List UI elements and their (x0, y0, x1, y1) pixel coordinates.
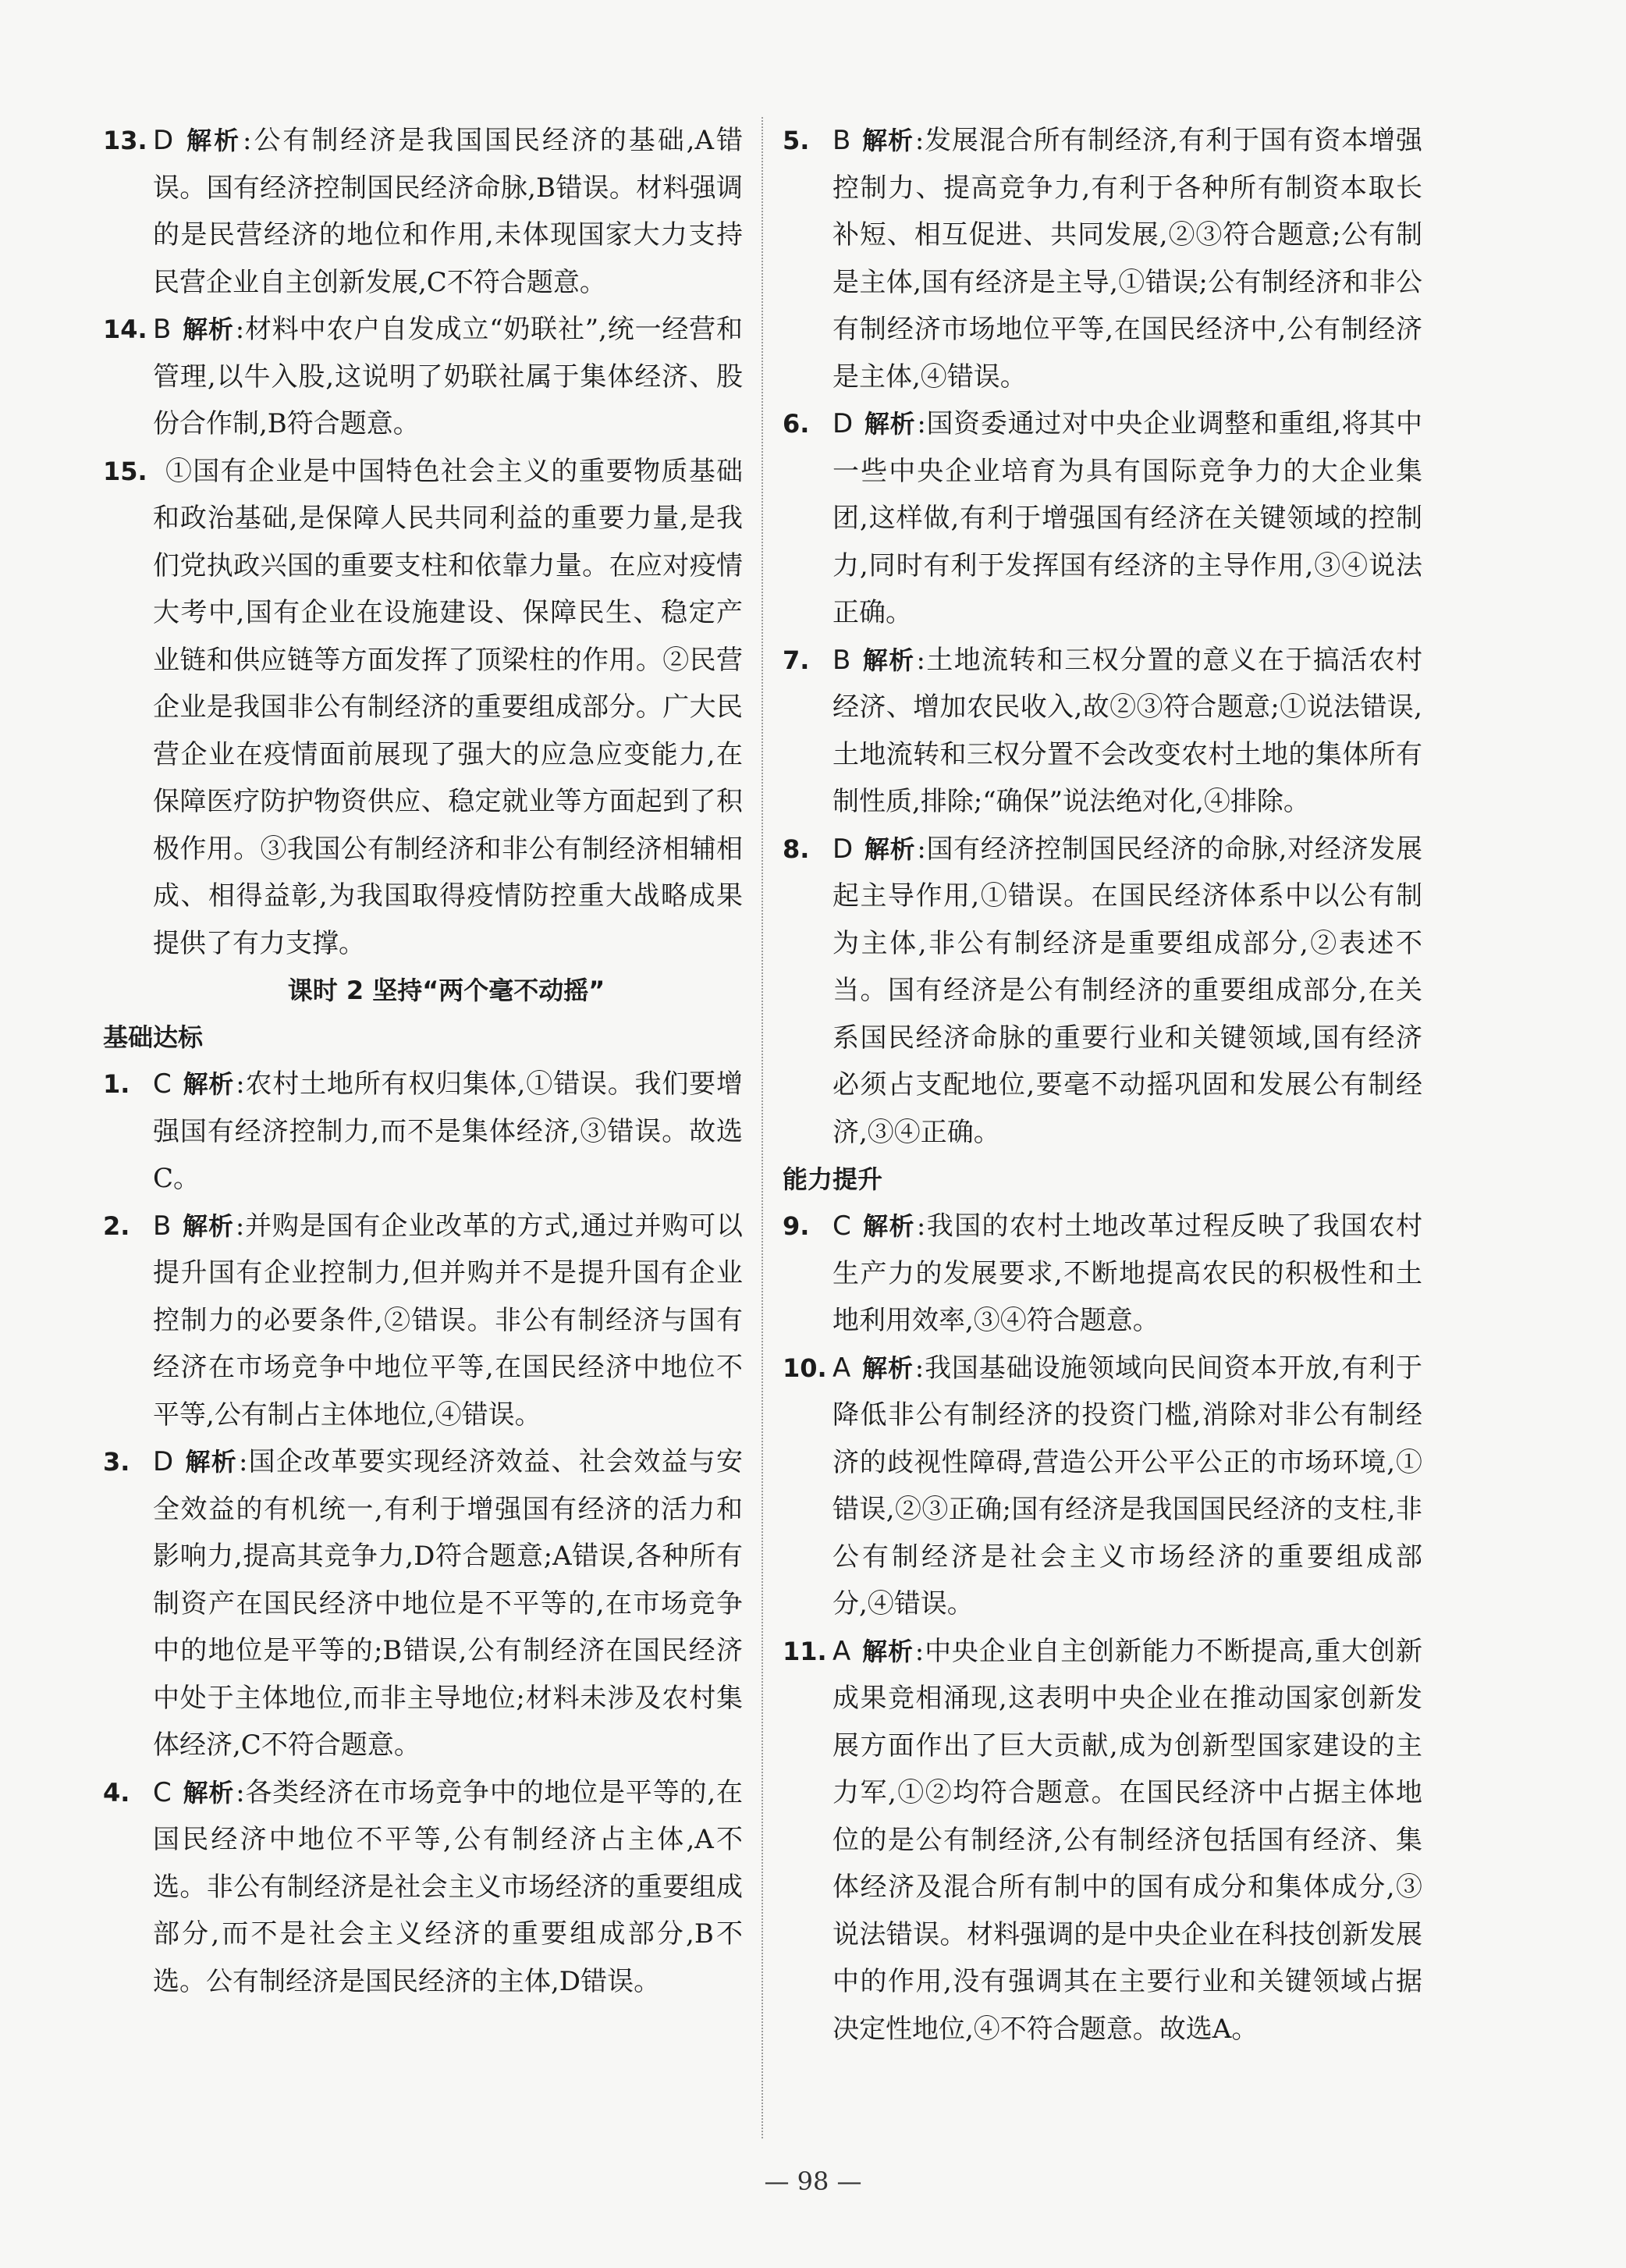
analysis-label: 解析 (861, 1353, 914, 1383)
question-number: 11. (783, 1636, 827, 1666)
answer-choice: D (833, 408, 854, 439)
answer-choice: B (833, 125, 851, 156)
analysis-text: :中央企业自主创新能力不断提高,重大创新成果竞相涌现,这表明中央企业在推动国家创新发展方面作出了巨大贡献,成为创新型国家建设的主力军,①②均符合题意。在国民经济中占据主体地位的是公有制经济,公有制经济包括国有经济、集体经济及混合所有制中的国有成分和集体成分,③说法错误。材料强调的是中央企业在科技创新发展中的作用,没有强调其在主要行业和关键领域占据决定性地位,④不符合题意。故选A。 (833, 1635, 1422, 2045)
analysis-text: :材料中农户自发成立“奶联社”,统一经营和管理,以牛入股,这说明了奶联社属于集体经济、股份合作制,B符合题意。 (153, 314, 743, 439)
analysis-text: :土地流转和三权分置的意义在于搞活农村经济、增加农民收入,故②③符合题意;①说法错误,土地流转和三权分置不会改变农村土地的集体所有制性质,排除;“确保”说法绝对化,④排除。 (833, 644, 1422, 817)
answer-choice: B (153, 1210, 172, 1242)
analysis-label: 解析 (182, 315, 234, 344)
analysis-label: 解析 (864, 834, 916, 864)
question-number: 1. (103, 1069, 130, 1099)
analysis-label: 解析 (182, 1069, 235, 1099)
question-number: 7. (783, 645, 810, 675)
answer-item (103, 117, 743, 306)
column-divider (762, 117, 763, 2138)
answer-item (103, 448, 743, 968)
analysis-label: 解析 (184, 1447, 237, 1477)
question-number: 5. (783, 126, 810, 155)
answer-choice: C (153, 1776, 172, 1808)
question-number: 10. (783, 1353, 827, 1383)
answer-choice: B (153, 314, 172, 345)
analysis-label: 解析 (182, 1777, 235, 1808)
analysis-label: 解析 (182, 1210, 234, 1241)
left-answer-list-top (103, 117, 743, 967)
analysis-text: :各类经济在市场竞争中的地位是平等的,在国民经济中地位不平等,公有制经济占主体,A不选。非公有制经济是社会主义市场经济的重要组成部分,而不是社会主义经济的重要组成部分,B不选。公有制经济是国民经济的主体,D错误。 (153, 1776, 743, 1997)
answer-choice: A (833, 1635, 851, 1667)
question-number: 9. (783, 1211, 810, 1241)
left-answer-list-bottom (103, 1061, 743, 2005)
answer-item (103, 306, 743, 448)
analysis-label: 解析 (861, 1211, 915, 1241)
left-column (103, 117, 743, 2005)
question-number: 2. (103, 1210, 130, 1241)
answer-item (783, 117, 1422, 400)
question-number: 3. (103, 1447, 130, 1477)
analysis-text: :国资委通过对中央企业调整和重组,将其中一些中央企业培育为具有国际竞争力的大企业集团,这样做,有利于增强国有经济在关键领域的控制力,同时有利于发挥国有经济的主导作用,③④说法正确。 (833, 408, 1422, 628)
analysis-text: ①国有企业是中国特色社会主义的重要物质基础和政治基础,是保障人民共同利益的重要力量,是我们党执政兴国的重要支柱和依靠力量。在应对疫情大考中,国有企业在设施建设、保障民生、稳定产业链和供应链等方面发挥了顶梁柱的作用。②民营企业是我国非公有制经济的重要组成部分。广大民营企业在疫情面前展现了强大的应急应变能力,在保障医疗防护物资供应、稳定就业等方面起到了积极作用。③我国公有制经济和非公有制经济相辅相成、相得益彰,为我国取得疫情防控重大战略成果提供了有力支撑。 (153, 455, 743, 959)
analysis-text: :我国的农村土地改革过程反映了我国农村生产力的发展要求,不断地提高农民的积极性和土地利用效率,③④符合题意。 (833, 1210, 1422, 1336)
right-column (783, 117, 1422, 2053)
section-advanced-title: 能力提升 (783, 1164, 883, 1194)
answer-choice: D (153, 1446, 174, 1477)
analysis-text: :发展混合所有制经济,有利于国有资本增强控制力、提高竞争力,有利于各种所有制资本取长补短、相互促进、共同发展,②③符合题意;公有制是主体,国有经济是主导,①错误;公有制经济和非公有制经济市场地位平等,在国民经济中,公有制经济是主体,④错误。 (833, 125, 1422, 393)
answer-item (783, 826, 1422, 1157)
answer-choice: D (833, 833, 854, 865)
question-number: 14. (103, 315, 147, 344)
analysis-text: :农村土地所有权归集体,①错误。我们要增强国有经济控制力,而不是集体经济,③错误。故选C。 (153, 1068, 743, 1194)
page-number: — 98 — (764, 2167, 862, 2196)
question-number: 8. (783, 834, 810, 864)
answer-choice: C (833, 1210, 851, 1242)
analysis-text: :国企改革要实现经济效益、社会效益与安全效益的有机统一,有利于增强国有经济的活力和影响力,提高其竞争力,D符合题意;A错误,各种所有制资产在国民经济中地位是不平等的,在市场竞争中的地位是平等的;B错误,公有制经济在国民经济中处于主体地位,而非主导地位;材料未涉及农村集体经济,C不符合题意。 (153, 1446, 743, 1761)
answer-item (103, 1061, 743, 1203)
analysis-label: 解析 (861, 126, 914, 155)
analysis-text: :公有制经济是我国国民经济的基础,A错误。国有经济控制国民经济命脉,B错误。材料强调的是民营经济的地位和作用,未体现国家大力支持民营企业自主创新发展,C不符合题意。 (153, 125, 743, 298)
analysis-label: 解析 (184, 126, 242, 155)
analysis-label: 解析 (864, 409, 916, 439)
answer-item (103, 1438, 743, 1769)
analysis-label: 解析 (861, 1636, 914, 1666)
answer-item (103, 1203, 743, 1439)
analysis-label: 解析 (861, 645, 915, 675)
answer-choice: C (153, 1068, 172, 1100)
question-number: 13. (103, 126, 147, 155)
question-number: 4. (103, 1777, 130, 1808)
answer-item (783, 637, 1422, 826)
answer-item (783, 1628, 1422, 2053)
right-answer-list-bottom (783, 1203, 1422, 2053)
answer-item (783, 1345, 1422, 1628)
answer-item (783, 1203, 1422, 1345)
analysis-text: :国有经济控制国民经济的命脉,对经济发展起主导作用,①错误。在国民经济体系中以公有制为主体,非公有制经济是重要组成部分,②表述不当。国有经济是公有制经济的重要组成部分,在关系国民经济命脉的重要行业和关键领域,国有经济必须占支配地位,要毫不动摇巩固和发展公有制经济,③④正确。 (833, 833, 1422, 1148)
lesson-title: 课时 2 坚持“两个毫不动摇” (287, 976, 605, 1005)
answer-choice: D (153, 125, 174, 156)
answer-choice: A (833, 1352, 851, 1384)
answer-item (783, 400, 1422, 637)
question-number: 15. (103, 456, 147, 486)
right-answer-list-top (783, 117, 1422, 1156)
answer-item (103, 1769, 743, 2006)
analysis-text: :我国基础设施领域向民间资本开放,有利于降低非公有制经济的投资门槛,消除对非公有制经济的歧视性障碍,营造公开公平公正的市场环境,①错误,②③正确;国有经济是我国国民经济的支柱,非公有制经济是社会主义市场经济的重要组成部分,④错误。 (833, 1352, 1422, 1619)
section-basic-title: 基础达标 (103, 1022, 204, 1052)
question-number: 6. (783, 409, 810, 439)
answer-choice: B (833, 644, 851, 676)
analysis-text: :并购是国有企业改革的方式,通过并购可以提升国有企业控制力,但并购并不是提升国有企业控制力的必要条件,②错误。非公有制经济与国有经济在市场竞争中地位平等,在国民经济中地位不平等,公有制占主体地位,④错误。 (153, 1210, 743, 1431)
